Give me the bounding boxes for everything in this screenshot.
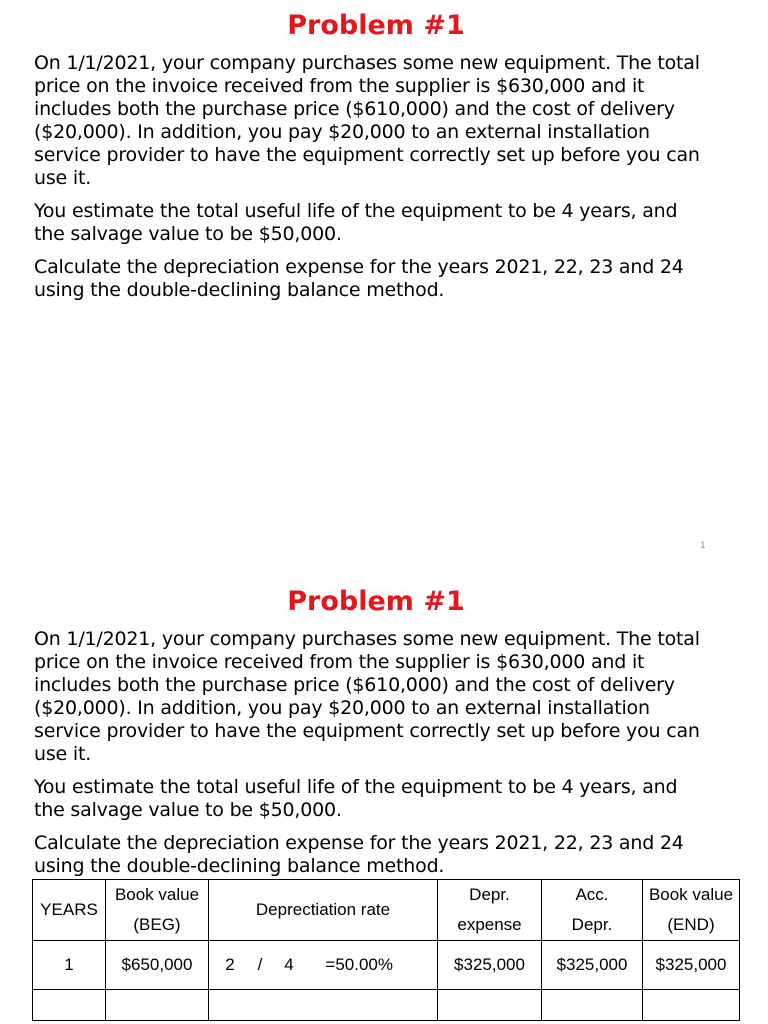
header-book-value-beg bbox=[106, 880, 209, 941]
header-rate: Deprectiation rate bbox=[209, 880, 438, 941]
text-line: You estimate the total useful life of the equipment to be 4 years, and bbox=[34, 776, 678, 798]
paragraph-intro bbox=[34, 52, 734, 190]
text-line: includes both the purchase price ($610,000) and the cost of delivery bbox=[34, 98, 675, 120]
header-line: Depr. bbox=[469, 885, 510, 904]
cell-empty bbox=[542, 990, 643, 1021]
table-header-row bbox=[33, 880, 740, 941]
header-years: YEARS bbox=[33, 880, 106, 941]
paragraph-task bbox=[34, 832, 734, 878]
cell-empty bbox=[106, 990, 209, 1021]
paragraph-estimate bbox=[34, 776, 734, 822]
text-line: using the double-declining balance method. bbox=[34, 855, 445, 877]
paragraph-estimate bbox=[34, 200, 734, 246]
header-line: Acc. bbox=[575, 885, 609, 904]
header-line: expense bbox=[457, 915, 522, 934]
text-line: service provider to have the equipment correctly set up before you can bbox=[34, 144, 700, 166]
text-line: Calculate the depreciation expense for the years 2021, 22, 23 and 24 bbox=[34, 832, 684, 854]
header-acc-depr bbox=[542, 880, 643, 941]
rate-denominator: 4 bbox=[284, 955, 294, 974]
text-line: price on the invoice received from the supplier is $630,000 and it bbox=[34, 651, 645, 673]
rate-percent: =50.00% bbox=[325, 955, 393, 974]
rate-numerator: 2 bbox=[225, 955, 235, 974]
text-line: ($20,000). In addition, you pay $20,000 to an external installation bbox=[34, 697, 650, 719]
header-depr-expense bbox=[438, 880, 542, 941]
text-line: ($20,000). In addition, you pay $20,000 to an external installation bbox=[34, 121, 650, 143]
header-line: (BEG) bbox=[133, 915, 181, 934]
table-row-cut-off bbox=[33, 990, 740, 1021]
cell-empty bbox=[438, 990, 542, 1021]
text-line: the salvage value to be $50,000. bbox=[34, 799, 342, 821]
cell-book-end: $325,000 bbox=[643, 941, 740, 990]
text-line: using the double-declining balance method. bbox=[34, 279, 445, 301]
cell-acc-depr: $325,000 bbox=[542, 941, 643, 990]
depreciation-table bbox=[32, 879, 740, 1021]
problem-text bbox=[34, 52, 734, 312]
cell-rate bbox=[209, 941, 438, 990]
cell-empty bbox=[643, 990, 740, 1021]
text-line: use it. bbox=[34, 743, 92, 765]
text-line: price on the invoice received from the supplier is $630,000 and it bbox=[34, 75, 645, 97]
slide-title: Problem #1 bbox=[287, 586, 465, 617]
page-number: 1 bbox=[700, 541, 706, 551]
rate-slash: / bbox=[257, 955, 263, 974]
paragraph-intro bbox=[34, 628, 734, 766]
cell-book-beg: $650,000 bbox=[106, 941, 209, 990]
cell-depr-expense: $325,000 bbox=[438, 941, 542, 990]
header-line: Book value bbox=[114, 885, 200, 904]
cell-empty bbox=[33, 990, 106, 1021]
slide-title: Problem #1 bbox=[287, 10, 465, 41]
cell-empty bbox=[209, 990, 438, 1021]
text-line: You estimate the total useful life of the equipment to be 4 years, and bbox=[34, 200, 678, 222]
text-line: use it. bbox=[34, 167, 92, 189]
text-line: includes both the purchase price ($610,000) and the cost of delivery bbox=[34, 674, 675, 696]
header-line: Book value bbox=[648, 885, 734, 904]
table-row bbox=[33, 941, 740, 990]
paragraph-task bbox=[34, 256, 734, 302]
text-line: On 1/1/2021, your company purchases some new equipment. The total bbox=[34, 628, 700, 650]
text-line: On 1/1/2021, your company purchases some new equipment. The total bbox=[34, 52, 700, 74]
text-line: Calculate the depreciation expense for the years 2021, 22, 23 and 24 bbox=[34, 256, 684, 278]
text-line: service provider to have the equipment correctly set up before you can bbox=[34, 720, 700, 742]
problem-text bbox=[34, 628, 734, 888]
header-book-value-end bbox=[643, 880, 740, 941]
header-line: Depr. bbox=[571, 915, 613, 934]
header-line: (END) bbox=[667, 915, 715, 934]
text-line: the salvage value to be $50,000. bbox=[34, 223, 342, 245]
cell-year: 1 bbox=[33, 941, 106, 990]
slide-2 bbox=[0, 576, 768, 1024]
rate-formula bbox=[209, 955, 437, 975]
